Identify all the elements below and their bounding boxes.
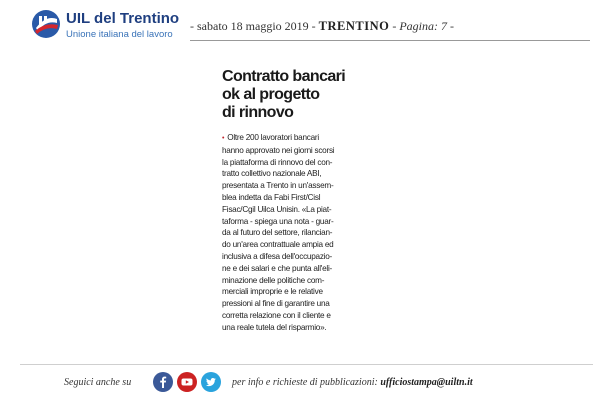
body-line: blea indetta da Fabi First/Cisl [222, 192, 321, 202]
article [222, 68, 368, 334]
separator: - [311, 19, 316, 33]
page-footer [0, 364, 613, 400]
body-line: Fisac/Cgil Uilca Unisin. «La piat- [222, 204, 332, 214]
body-line: inclusiva a difesa dell'occupazio- [222, 251, 333, 261]
body-line: merciali improprie e le relative [222, 287, 323, 297]
youtube-icon[interactable] [177, 372, 197, 392]
body-line: minazione delle politiche com- [222, 275, 325, 285]
body-line: presentata a Trento in un'assem- [222, 181, 334, 191]
twitter-icon[interactable] [201, 372, 221, 392]
publication-info [232, 377, 473, 388]
body-line: taforma - spiega una nota - guar- [222, 216, 334, 226]
page-number: - Pagina: 7 - [392, 19, 454, 33]
publication-line [190, 19, 454, 34]
body-line: corretta relazione con il cliente e [222, 310, 331, 320]
info-label: per info e richieste di pubblicazioni: [232, 377, 378, 388]
article-body [222, 132, 367, 334]
body-line: • Oltre 200 lavoratori bancari [222, 133, 319, 142]
body-line: pressioni al fine di garantire una [222, 299, 330, 309]
body-line: la piattaforma di rinnovo del con- [222, 157, 333, 167]
page-header [0, 0, 613, 56]
body-line: tratto collettivo nazionale ABI, [222, 169, 322, 179]
contact-email-link[interactable]: ufficiostampa@uiltn.it [380, 377, 473, 388]
facebook-icon[interactable] [153, 372, 173, 392]
header-divider [190, 40, 590, 41]
follow-label: Seguici anche su [64, 377, 132, 388]
body-line: una reale tutela del risparmio». [222, 322, 327, 332]
body-line: ne e dei salari e che punta all'eli- [222, 263, 332, 273]
headline-line: Contratto bancari [222, 68, 346, 85]
org-subtitle: Unione italiana del lavoro [66, 29, 173, 40]
body-line: hanno approvato nei giorni scorsi [222, 145, 335, 155]
bullet-icon: • [222, 135, 225, 142]
org-name: UIL del Trentino [66, 10, 180, 27]
uil-logo-icon [31, 9, 61, 39]
footer-divider [20, 364, 593, 365]
newspaper-name: TRENTINO [318, 19, 390, 33]
headline-line: ok al progetto [222, 86, 320, 103]
article-headline [222, 68, 368, 122]
publication-date: - sabato 18 maggio 2019 [190, 19, 309, 33]
body-line: do un'area contrattuale ampia ed [222, 240, 334, 250]
headline-line: di rinnovo [222, 104, 294, 121]
body-line: da al futuro del settore, rilancian- [222, 228, 333, 238]
